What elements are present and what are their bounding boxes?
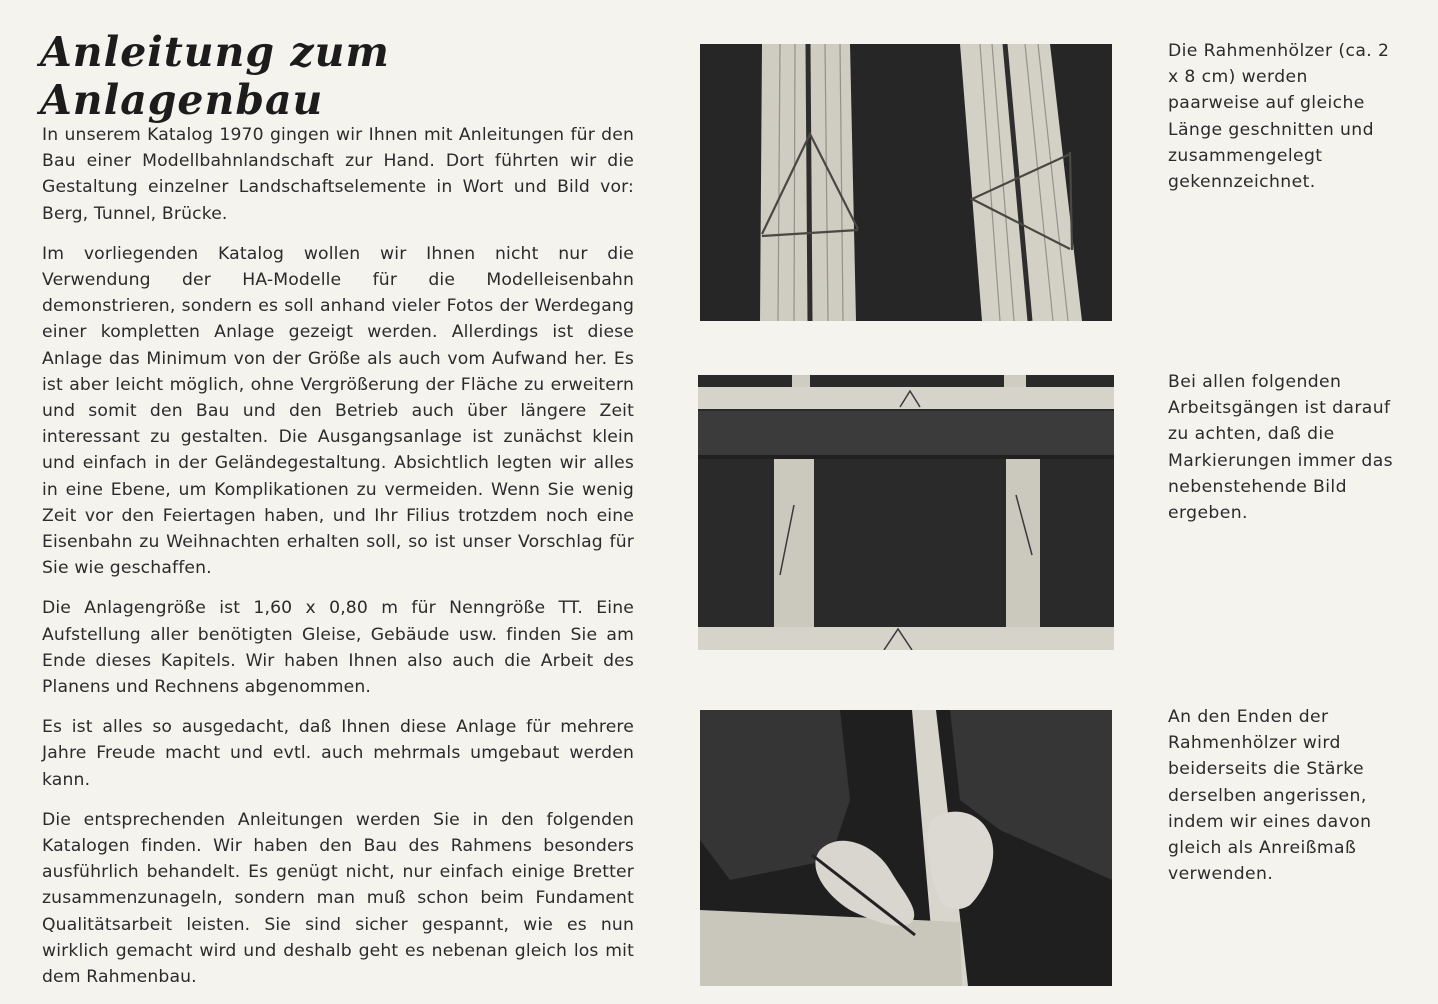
page-title: Anleitung zum Anlagenbau bbox=[40, 28, 390, 124]
article-paragraph: In unserem Katalog 1970 gingen wir Ihnen mit Anleitungen für den Bau einer Modellbahnlandschaft zur Hand. Dort führten wir die Gestaltung einzelner Landschaftselemente in Wort und Bild vor: Berg, Tunnel, Brücke. bbox=[42, 125, 634, 224]
photo-frame-assembly bbox=[698, 375, 1114, 650]
article-body bbox=[42, 122, 634, 1004]
caption-photo-1: Die Rahmenhölzer (ca. 2 x 8 cm) werden paarweise auf gleiche Länge geschnitten und zusammengelegt gekennzeichnet. bbox=[1168, 41, 1390, 193]
article-paragraph: Die entsprechenden Anleitungen werden Sie in den folgenden Katalogen finden. Wir haben den Bau des Rahmens besonders ausführlich behandelt. Es genügt nicht, nur einfach einige Bretter zusammenzunageln, sondern man muß schon beim Fundament Qualitätsarbeit leisten. Sie sind sicher gespannt, wie es nun wirklich gemacht wird und deshalb geht es nebenan gleich los mit dem Rahmenbau. bbox=[42, 809, 634, 988]
photo-hands-marking bbox=[700, 710, 1112, 986]
caption-photo-2: Bei allen folgenden Arbeitsgängen ist darauf zu achten, daß die Markierungen immer das nebenstehende Bild ergeben. bbox=[1168, 372, 1393, 524]
caption-photo-3: An den Enden der Rahmenhölzer wird beiderseits die Stärke derselben angerissen, indem wir eines davon gleich als Anreißmaß verwenden. bbox=[1168, 707, 1372, 885]
article-paragraph: Im vorliegenden Katalog wollen wir Ihnen nicht nur die Verwendung der HA-Modelle für die Modelleisenbahn demonstrieren, sondern es soll anhand vieler Fotos der Werdegang einer kompletten Anlage gezeigt werden. Allerdings ist diese Anlage das Minimum von der Größe als auch vom Aufwand her. Es ist aber leicht möglich, ohne Vergrößerung der Fläche zu erweitern und somit den Bau und den Betrieb auch über längere Zeit interessant zu gestalten. Die Ausgangsanlage ist zunächst klein und einfach in der Geländegestaltung. Absichtlich legten wir alles in eine Ebene, um Komplikationen zu vermeiden. Wenn Sie wenig Zeit vor den Feiertagen haben, und Ihr Filius trotzdem noch eine Eisenbahn zu Weihnachten erhalten soll, so ist unser Vorschlag für Sie wie geschaffen. bbox=[42, 243, 634, 579]
photo-marked-boards bbox=[700, 44, 1112, 321]
article-paragraph: Es ist alles so ausgedacht, daß Ihnen diese Anlage für mehrere Jahre Freude macht und evtl. auch mehrmals umgebaut werden kann. bbox=[42, 717, 634, 790]
article-paragraph: Die Anlagengröße ist 1,60 x 0,80 m für Nenngröße TT. Eine Aufstellung aller benötigten Gleise, Gebäude usw. finden Sie am Ende dieses Kapitels. Wir haben Ihnen also auch die Arbeit des Planens und Rechnens abgenommen. bbox=[42, 598, 634, 698]
